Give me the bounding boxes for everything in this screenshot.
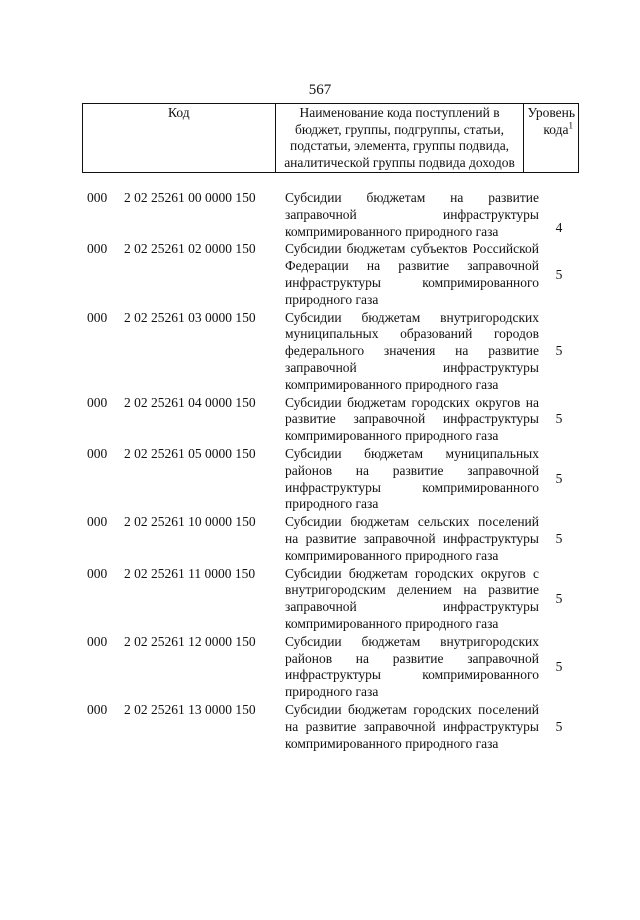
income-name: Субсидии бюджетам городских поселений на развитие заправочной инфраструктуры компримированного природного газа	[285, 701, 539, 751]
table-row	[82, 702, 582, 752]
income-name: Субсидии бюджетам сельских поселений на развитие заправочной инфраструктуры компримированного природного газа	[285, 514, 539, 563]
code-level: 4	[555, 219, 563, 235]
admin-code: 000	[87, 190, 108, 205]
column-header-level	[524, 104, 579, 173]
income-name: Субсидии бюджетам на развитие заправочной инфраструктуры компримированного природного газа	[285, 190, 539, 239]
admin-code: 000	[87, 241, 108, 257]
table-row	[82, 190, 582, 240]
income-name: Субсидии бюджетам внутригородских районов на развитие заправочной инфраструктуры компримированного природного газа	[285, 633, 539, 700]
admin-code: 000	[87, 701, 108, 717]
table-row	[82, 566, 582, 633]
income-code: 2 02 25261 04 0000 150	[124, 394, 256, 410]
code-level: 5	[555, 658, 563, 674]
column-header-level-label: кода	[543, 121, 569, 137]
income-code: 2 02 25261 13 0000 150	[124, 701, 256, 717]
column-header-level-line2	[527, 122, 575, 139]
page-number: 567	[308, 82, 332, 98]
code-level: 5	[555, 343, 563, 359]
income-code: 2 02 25261 03 0000 150	[124, 309, 256, 325]
admin-code: 000	[87, 394, 108, 410]
footnote-mark: 1	[568, 120, 573, 130]
income-code: 2 02 25261 12 0000 150	[124, 633, 256, 649]
code-level: 5	[555, 530, 563, 546]
income-name: Субсидии бюджетам субъектов Российской Федерации на развитие заправочной инфраструктуры компримированного природного газа	[285, 241, 539, 307]
code-level: 5	[555, 471, 563, 487]
income-code: 2 02 25261 10 0000 150	[124, 514, 256, 530]
table-row	[82, 241, 582, 308]
income-name: Субсидии бюджетам городских округов с внутригородским делением на развитие заправочной инфраструктуры компримированного природного газа	[285, 565, 539, 631]
code-level: 5	[555, 266, 563, 282]
table-row	[82, 310, 582, 394]
table-header	[82, 103, 579, 173]
code-level: 5	[555, 718, 563, 734]
column-header-level-line1: Уровень	[527, 105, 575, 120]
income-name: Субсидии бюджетам городских округов на развитие заправочной инфраструктуры компримированного природного газа	[285, 394, 539, 444]
table-body	[82, 190, 582, 753]
code-level: 5	[555, 590, 563, 606]
admin-code: 000	[87, 633, 108, 649]
column-header-name: Наименование кода поступлений в бюджет, группы, подгруппы, статьи, подстатьи, элемента, группы подвида, аналитической группы подвида доходов	[275, 104, 524, 173]
table-row	[82, 395, 582, 445]
column-header-code: Код	[83, 104, 276, 173]
income-code: 2 02 25261 11 0000 150	[124, 565, 256, 581]
admin-code: 000	[87, 309, 108, 325]
income-code: 2 02 25261 05 0000 150	[124, 445, 256, 461]
table-row	[82, 634, 582, 701]
income-name: Субсидии бюджетам внутригородских муниципальных образований городов федерального значения на развитие заправочной инфраструктуры компримированного природного газа	[285, 309, 539, 392]
code-level: 5	[555, 411, 563, 427]
table-row	[82, 514, 582, 564]
income-code: 2 02 25261 00 0000 150	[124, 190, 256, 205]
table-row	[82, 446, 582, 513]
admin-code: 000	[87, 565, 108, 581]
income-code: 2 02 25261 02 0000 150	[124, 241, 256, 257]
income-name: Субсидии бюджетам муниципальных районов на развитие заправочной инфраструктуры компримированного природного газа	[285, 445, 539, 512]
admin-code: 000	[87, 445, 108, 461]
admin-code: 000	[87, 514, 108, 530]
